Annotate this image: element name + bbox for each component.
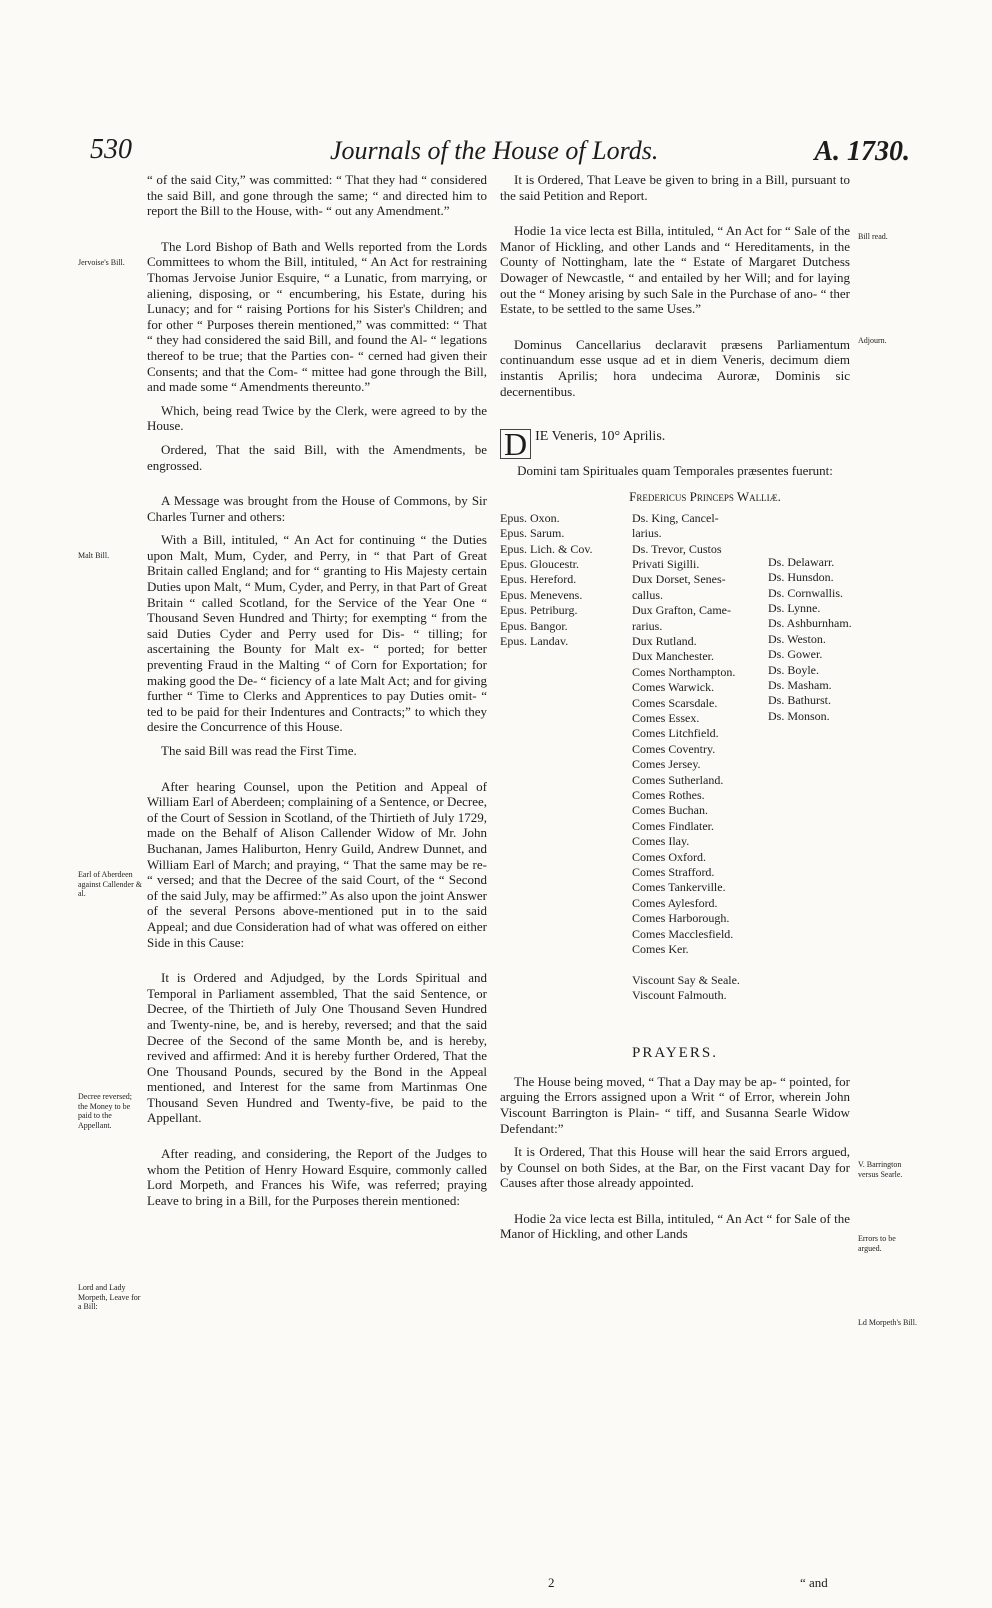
baron-entry: Ds. Weston. [768,631,826,646]
margin-note-malt: Malt Bill. [78,551,110,560]
running-title: Journals of the House of Lords. [330,136,659,165]
paragraph-hodie-second: Hodie 2a vice lecta est Billa, intituled, “ An Act “ for Sale of the Manor of Hickling, and other Lands [500,1210,850,1242]
peer-entry: Viscount Falmouth. [632,988,727,1003]
paragraph-read-twice: Which, being read Twice by the Clerk, were agreed to by the House. [147,402,487,434]
bishop-entry: Epus. Sarum. [500,526,565,541]
paragraph-appeal: After hearing Counsel, upon the Petition and Appeal of William Earl of Aberdeen; complaining of a Sentence, or Decree, of the Court of Session in Scotland, of the Thirtieth of July 1729, made on the Behalf of Alison Callender Widow of Mr. John Buchanan, James Haliburton, Henry Guild, Andrew Dunnet, and William Earl of March; and praying, “ That the same may be re- “ versed; and that the Decree of the said Court, of the “ Second of the said July, may be affirmed:” As also upon the joint Answer of the several Persons above-mentioned put in to the said Appeal; and due Consideration had of what was offered on either Side in this Cause: [147,778,487,950]
margin-note-bill-read: Bill read. [858,232,888,241]
signature-mark: 2 [548,1575,555,1590]
peer-entry [632,958,740,973]
peer-entry: Comes Warwick. [632,680,715,695]
peer-entry: Comes Harborough. [632,911,730,926]
prayers-heading: PRAYERS. [632,1044,718,1061]
margin-note-errors: Errors to be argued. [858,1234,896,1253]
baron-entry: Ds. Hunsdon. [768,570,834,585]
peer-entry: Dux Rutland. [632,633,697,648]
peer-entry: Comes Findlater. [632,818,714,833]
peer-entry: rarius. [632,618,663,633]
prince-line: Fredericus Princeps Walliæ. [629,488,781,504]
baron-entry: Ds. Gower. [768,647,823,662]
bishop-entry: Epus. Bangor. [500,618,568,633]
peer-entry: callus. [632,587,663,602]
peer-entry: Comes Scarsdale. [632,695,718,710]
peer-entry: Comes Litchfield. [632,726,719,741]
catchword: “ and [800,1575,828,1590]
drop-cap: D [500,429,531,459]
peer-entry: Comes Jersey. [632,757,701,772]
peer-entry: Viscount Say & Seale. [632,972,740,987]
peer-entry: larius. [632,526,662,541]
paragraph-adjournment: Dominus Cancellarius declaravit præsens Parliamentum continuandum esse usque ad et in diem Veneris, decimum diem instantis Aprilis; hora undecima Auroræ, Dominis sic decernentibus. [500,336,850,399]
peers-column [632,511,740,1004]
bishop-entry: Epus. Hereford. [500,572,577,587]
margin-note-morpeth-bill: Ld Morpeth's Bill. [858,1318,917,1327]
baron-entry: Ds. Boyle. [768,662,819,677]
paragraph-morpeth-report: After reading, and considering, the Report of the Judges to whom the Petition of Henry Howard Esquire, commonly called Lord Morpeth, and Frances his Wife, was referred; praying Leave to bring in a Bill, for the Purposes therein mentioned: [147,1146,487,1208]
date-heading [500,426,850,463]
paragraph-adjudged: It is Ordered and Adjudged, by the Lords Spiritual and Temporal in Parliament assembled, That the said Sentence, or Decree, of the Thirtieth of July One Thousand Seven Hundred and Twenty-nine, be, and is hereby, reversed; and that the said Decree of the Second of the same Month be, and is hereby, revived and affirmed: And it is hereby further Ordered, That the One Thousand Pounds, secured by the Bond in the Appeal mentioned, and Interest for the same from Martinmas One Thousand Seven Hundred and Twenty-five, be paid to the Appellant. [147,970,487,1126]
paragraph-bath-wells-report: The Lord Bishop of Bath and Wells reported from the Lords Committees to whom the Bill, intituled, “ An Act for restraining Thomas Jervoise Junior Esquire, “ a Lunatic, from marrying, or aliening, disposing, or “ encumbering, his Estate, during his Lunacy; and for “ raising Portions for his Sister's Children; and for other “ Purposes therein mentioned,” was committed: “ That “ they had considered the said Bill, and found the Al- “ legations thereof to be true; that the Parties con- “ cerned had given their Consents; and that the Com- “ mittee had gone through the Bill, and made some “ Amendments thereunto.” [147,238,487,395]
peer-entry: Comes Rothes. [632,788,705,803]
margin-note-aberdeen: Earl of Aberdeen against Callender & al. [78,870,142,898]
peer-entry: Comes Ilay. [632,834,690,849]
paragraph-malt-bill: With a Bill, intituled, “ An Act for continuing “ the Duties upon Malt, Mum, Cyder, and Perry, in “ that Part of Great Britain called England; and for “ granting to His Majesty certain Duties upon Malt, “ Mum, Cyder, and Perry, in that Part of Great Britain “ called Scotland, for the Service of the Year One “ Thousand Seven Hundred and Thirty; for exempting “ from the said Duties Cyder and Perry used for Dis- “ tilling; for ascertaining the Bounty for Malt ex- “ ported; for better preventing Fraud in the Malting “ of Corn for Exportation; for making good the De- “ ficiency of a late Malt Act; and for giving further “ Time to Clerks and Apprentices to pay Duties omit- “ ted to be paid for their Indentures and Contracts;” to which they desire the Concurrence of this House. [147,532,487,735]
peer-entry: Dux Dorset, Senes- [632,572,726,587]
baron-entry: Ds. Bathurst. [768,693,831,708]
paragraph-hodie-first: Hodie 1a vice lecta est Billa, intituled, “ An Act for “ Sale of the Manor of Hickling, and other Lands and “ Hereditaments, in the County of Nottingham, late the “ Estate of Margaret Dutchess Dowager of Newcastle, “ and entailed by her Will; and for laying out the “ Money arising by such Sale in the Purchase of ano- “ ther Estate, to be settled to the same Uses.” [500,223,850,317]
margin-note-jervoise: Jervoise's Bill. [78,258,125,267]
paragraph-city: “ of the said City,” was committed: “ That they had “ considered the said Bill, and gone through the same; “ and directed him to report the Bill to the House, with- “ out any Amendment.” [147,172,487,219]
peer-entry: Comes Northampton. [632,664,736,679]
baron-entry: Ds. Masham. [768,677,832,692]
attendance-list [500,511,850,1031]
paragraph-message: A Message was brought from the House of Commons, by Sir Charles Turner and others: [147,493,487,524]
peer-entry: Comes Essex. [632,711,700,725]
peer-entry: Comes Coventry. [632,741,716,756]
year-heading: A. 1730. [814,136,910,167]
peer-entry: Dux Manchester. [632,649,714,664]
bishop-entry: Epus. Landav. [500,633,569,648]
paragraph-errors-argued: It is Ordered, That this House will hear the said Errors argued, by Counsel on both Sides, at the Bar, on the First vacant Day for Causes after those already appointed. [500,1144,850,1191]
margin-note-decree: Decree reversed; the Money to be paid to the Appellant. [78,1092,132,1130]
baron-entry: Ds. Monson. [768,708,830,723]
bishop-entry: Epus. Gloucestr. [500,556,579,571]
bishops-column [500,511,593,650]
baron-entry: Ds. Ashburnham. [768,616,852,631]
right-column [500,172,850,1250]
baron-entry: Ds. Delawarr. [768,554,835,569]
peer-entry: Comes Ker. [632,942,689,957]
bishop-entry: Epus. Lich. & Cov. [500,541,593,556]
bishop-entry: Epus. Oxon. [500,510,560,525]
margin-note-adjourn: Adjourn. [858,336,887,345]
date-heading-text: IE Veneris, 10° Aprilis. [535,429,666,445]
peer-entry: Comes Aylesford. [632,895,718,910]
peer-entry: Ds. King, Cancel- [632,510,719,525]
peer-entry: Comes Buchan. [632,803,708,818]
barons-column [768,555,852,724]
peer-entry: Privati Sigilli. [632,556,700,571]
paragraph-barrington: The House being moved, “ That a Day may be ap- “ pointed, for arguing the Errors assigned upon a Writ “ of Error, wherein John Viscount Barrington is Plain- “ tiff, and Susanna Searle Widow Defendant:” [500,1073,850,1136]
peer-entry: Comes Oxford. [632,849,706,864]
paragraph-first-time: The said Bill was read the First Time. [161,743,357,758]
peer-entry: Comes Sutherland. [632,772,724,787]
peer-entry: Comes Strafford. [632,865,715,880]
baron-entry: Ds. Lynne. [768,600,821,615]
peer-entry: Comes Tankerville. [632,880,726,895]
margin-note-morpeth: Lord and Lady Morpeth, Leave for a Bill: [78,1283,141,1311]
page-number: 530 [90,134,132,165]
bishop-entry: Epus. Petriburg. [500,603,578,618]
bishop-entry: Epus. Menevens. [500,587,583,602]
baron-entry: Ds. Cornwallis. [768,585,843,600]
peer-entry: Comes Macclesfield. [632,926,734,941]
left-column [147,172,487,1216]
present-line: Domini tam Spirituales quam Temporales præsentes fuerunt: [517,463,833,479]
peer-entry: Ds. Trevor, Custos [632,541,722,556]
paragraph-engrossed: Ordered, That the said Bill, with the Amendments, be engrossed. [147,441,487,473]
page-header [90,134,910,174]
paragraph-leave: It is Ordered, That Leave be given to bring in a Bill, pursuant to the said Petition and Report. [500,172,850,203]
peer-entry: Dux Grafton, Came- [632,603,731,618]
margin-note-barrington: V. Barrington versus Searle. [858,1160,903,1179]
